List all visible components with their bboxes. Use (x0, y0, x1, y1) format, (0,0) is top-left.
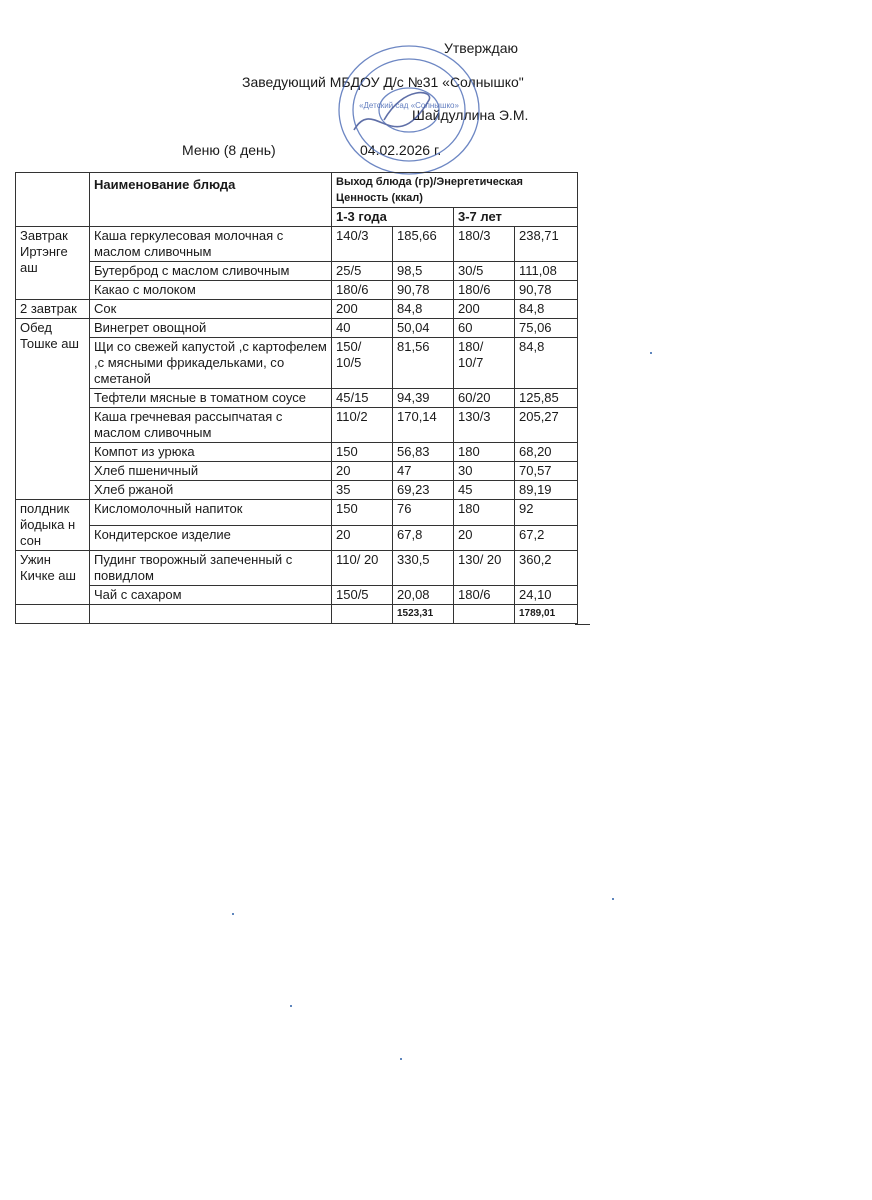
header-row (16, 173, 578, 208)
meal-column-header (16, 173, 90, 227)
portion-3-7: 180/6 (454, 586, 515, 605)
kcal-1-3: 50,04 (393, 319, 454, 338)
meal-name: Обед Тошке аш (16, 319, 90, 500)
menu-title: Меню (8 день) (182, 142, 276, 158)
total-empty (90, 605, 332, 624)
dish-name: Винегрет овощной (90, 319, 332, 338)
table-row (16, 227, 578, 262)
kcal-3-7: 89,19 (515, 481, 578, 500)
scan-speck (400, 1058, 402, 1060)
dish-name: Пудинг творожный запеченный с повидлом (90, 551, 332, 586)
meal-name: Завтрак Иртэнге аш (16, 227, 90, 300)
portion-1-3: 20 (332, 525, 393, 551)
portion-3-7: 200 (454, 300, 515, 319)
menu-table (15, 172, 578, 624)
dish-name: Компот из урюка (90, 443, 332, 462)
kcal-3-7: 84,8 (515, 338, 578, 389)
kcal-3-7: 68,20 (515, 443, 578, 462)
dish-name: Бутерброд с маслом сливочным (90, 262, 332, 281)
kcal-3-7: 205,27 (515, 408, 578, 443)
portion-3-7: 60 (454, 319, 515, 338)
kcal-3-7: 84,8 (515, 300, 578, 319)
age-group-1: 1-3 года (332, 208, 454, 227)
portion-3-7: 45 (454, 481, 515, 500)
table-row (16, 462, 578, 481)
portion-3-7: 180/3 (454, 227, 515, 262)
dish-name: Хлеб ржаной (90, 481, 332, 500)
kcal-3-7: 90,78 (515, 281, 578, 300)
table-row (16, 281, 578, 300)
portion-3-7: 20 (454, 525, 515, 551)
portion-1-3: 25/5 (332, 262, 393, 281)
portion-1-3: 150 (332, 500, 393, 526)
portion-1-3: 110/ 20 (332, 551, 393, 586)
table-row (16, 319, 578, 338)
scan-speck (290, 1005, 292, 1007)
portion-3-7: 180/6 (454, 281, 515, 300)
scan-speck (232, 913, 234, 915)
kcal-3-7: 67,2 (515, 525, 578, 551)
total-row (16, 605, 578, 624)
portion-3-7: 180 (454, 443, 515, 462)
kcal-3-7: 92 (515, 500, 578, 526)
kcal-1-3: 84,8 (393, 300, 454, 319)
portion-3-7: 130/ 20 (454, 551, 515, 586)
stamp-text: «Детский сад «Солнышко» (359, 101, 459, 110)
dish-name: Щи со свежей капустой ,с картофелем ,с мясными фрикадельками, со сметаной (90, 338, 332, 389)
table-row (16, 262, 578, 281)
total-empty (332, 605, 393, 624)
portion-3-7: 30 (454, 462, 515, 481)
dish-name: Чай с сахаром (90, 586, 332, 605)
portion-1-3: 20 (332, 462, 393, 481)
table-row (16, 525, 578, 551)
kcal-1-3: 98,5 (393, 262, 454, 281)
kcal-3-7: 75,06 (515, 319, 578, 338)
portion-3-7: 180/ 10/7 (454, 338, 515, 389)
portion-1-3: 140/3 (332, 227, 393, 262)
kcal-1-3: 47 (393, 462, 454, 481)
kcal-1-3: 67,8 (393, 525, 454, 551)
total-kcal-3-7: 1789,01 (515, 605, 578, 624)
dish-name: Какао с молоком (90, 281, 332, 300)
table-row (16, 408, 578, 443)
total-empty (16, 605, 90, 624)
portion-1-3: 180/6 (332, 281, 393, 300)
meal-name: Ужин Кичке аш (16, 551, 90, 605)
kcal-3-7: 360,2 (515, 551, 578, 586)
dish-name: Кондитерское изделие (90, 525, 332, 551)
kcal-3-7: 125,85 (515, 389, 578, 408)
portion-1-3: 150/5 (332, 586, 393, 605)
table-row (16, 338, 578, 389)
kcal-1-3: 94,39 (393, 389, 454, 408)
portion-1-3: 35 (332, 481, 393, 500)
kcal-1-3: 76 (393, 500, 454, 526)
portion-3-7: 60/20 (454, 389, 515, 408)
dish-name: Кисломолочный напиток (90, 500, 332, 526)
table-row (16, 443, 578, 462)
total-kcal-1-3: 1523,31 (393, 605, 454, 624)
portion-3-7: 180 (454, 500, 515, 526)
scan-speck (612, 898, 614, 900)
portion-1-3: 150 (332, 443, 393, 462)
portion-1-3: 40 (332, 319, 393, 338)
table-row (16, 481, 578, 500)
output-column-header: Выход блюда (гр)/Энергетическая Ценность (ккал) (332, 173, 578, 208)
table-row (16, 551, 578, 586)
kcal-1-3: 170,14 (393, 408, 454, 443)
kcal-1-3: 90,78 (393, 281, 454, 300)
approval-label: Утверждаю (444, 40, 518, 56)
kcal-3-7: 24,10 (515, 586, 578, 605)
age-group-2: 3-7 лет (454, 208, 578, 227)
portion-3-7: 30/5 (454, 262, 515, 281)
kcal-1-3: 81,56 (393, 338, 454, 389)
dish-name: Каша геркулесовая молочная с маслом сливочным (90, 227, 332, 262)
portion-1-3: 110/2 (332, 408, 393, 443)
dish-column-header: Наименование блюда (90, 173, 332, 227)
total-empty (454, 605, 515, 624)
meal-name: 2 завтрак (16, 300, 90, 319)
kcal-3-7: 238,71 (515, 227, 578, 262)
scan-speck (650, 352, 652, 354)
director-name: Шайдуллина Э.М. (412, 107, 529, 123)
menu-body (16, 227, 578, 624)
menu-date: 04.02.2026 г. (360, 142, 442, 158)
kcal-1-3: 56,83 (393, 443, 454, 462)
table-row (16, 500, 578, 526)
dish-name: Хлеб пшеничный (90, 462, 332, 481)
kcal-1-3: 185,66 (393, 227, 454, 262)
table-row (16, 389, 578, 408)
divider (575, 624, 590, 625)
table-row (16, 586, 578, 605)
portion-1-3: 200 (332, 300, 393, 319)
kcal-1-3: 20,08 (393, 586, 454, 605)
dish-name: Каша гречневая рассыпчатая с маслом сливочным (90, 408, 332, 443)
kcal-1-3: 330,5 (393, 551, 454, 586)
portion-3-7: 130/3 (454, 408, 515, 443)
round-stamp (334, 40, 484, 180)
kcal-1-3: 69,23 (393, 481, 454, 500)
portion-1-3: 45/15 (332, 389, 393, 408)
portion-1-3: 150/ 10/5 (332, 338, 393, 389)
dish-name: Сок (90, 300, 332, 319)
table-row (16, 300, 578, 319)
head-position: Заведующий МБДОУ Д/с №31 «Солнышко" (242, 74, 524, 90)
meal-name: полдник йодыка н сон (16, 500, 90, 551)
kcal-3-7: 111,08 (515, 262, 578, 281)
kcal-3-7: 70,57 (515, 462, 578, 481)
dish-name: Тефтели мясные в томатном соусе (90, 389, 332, 408)
